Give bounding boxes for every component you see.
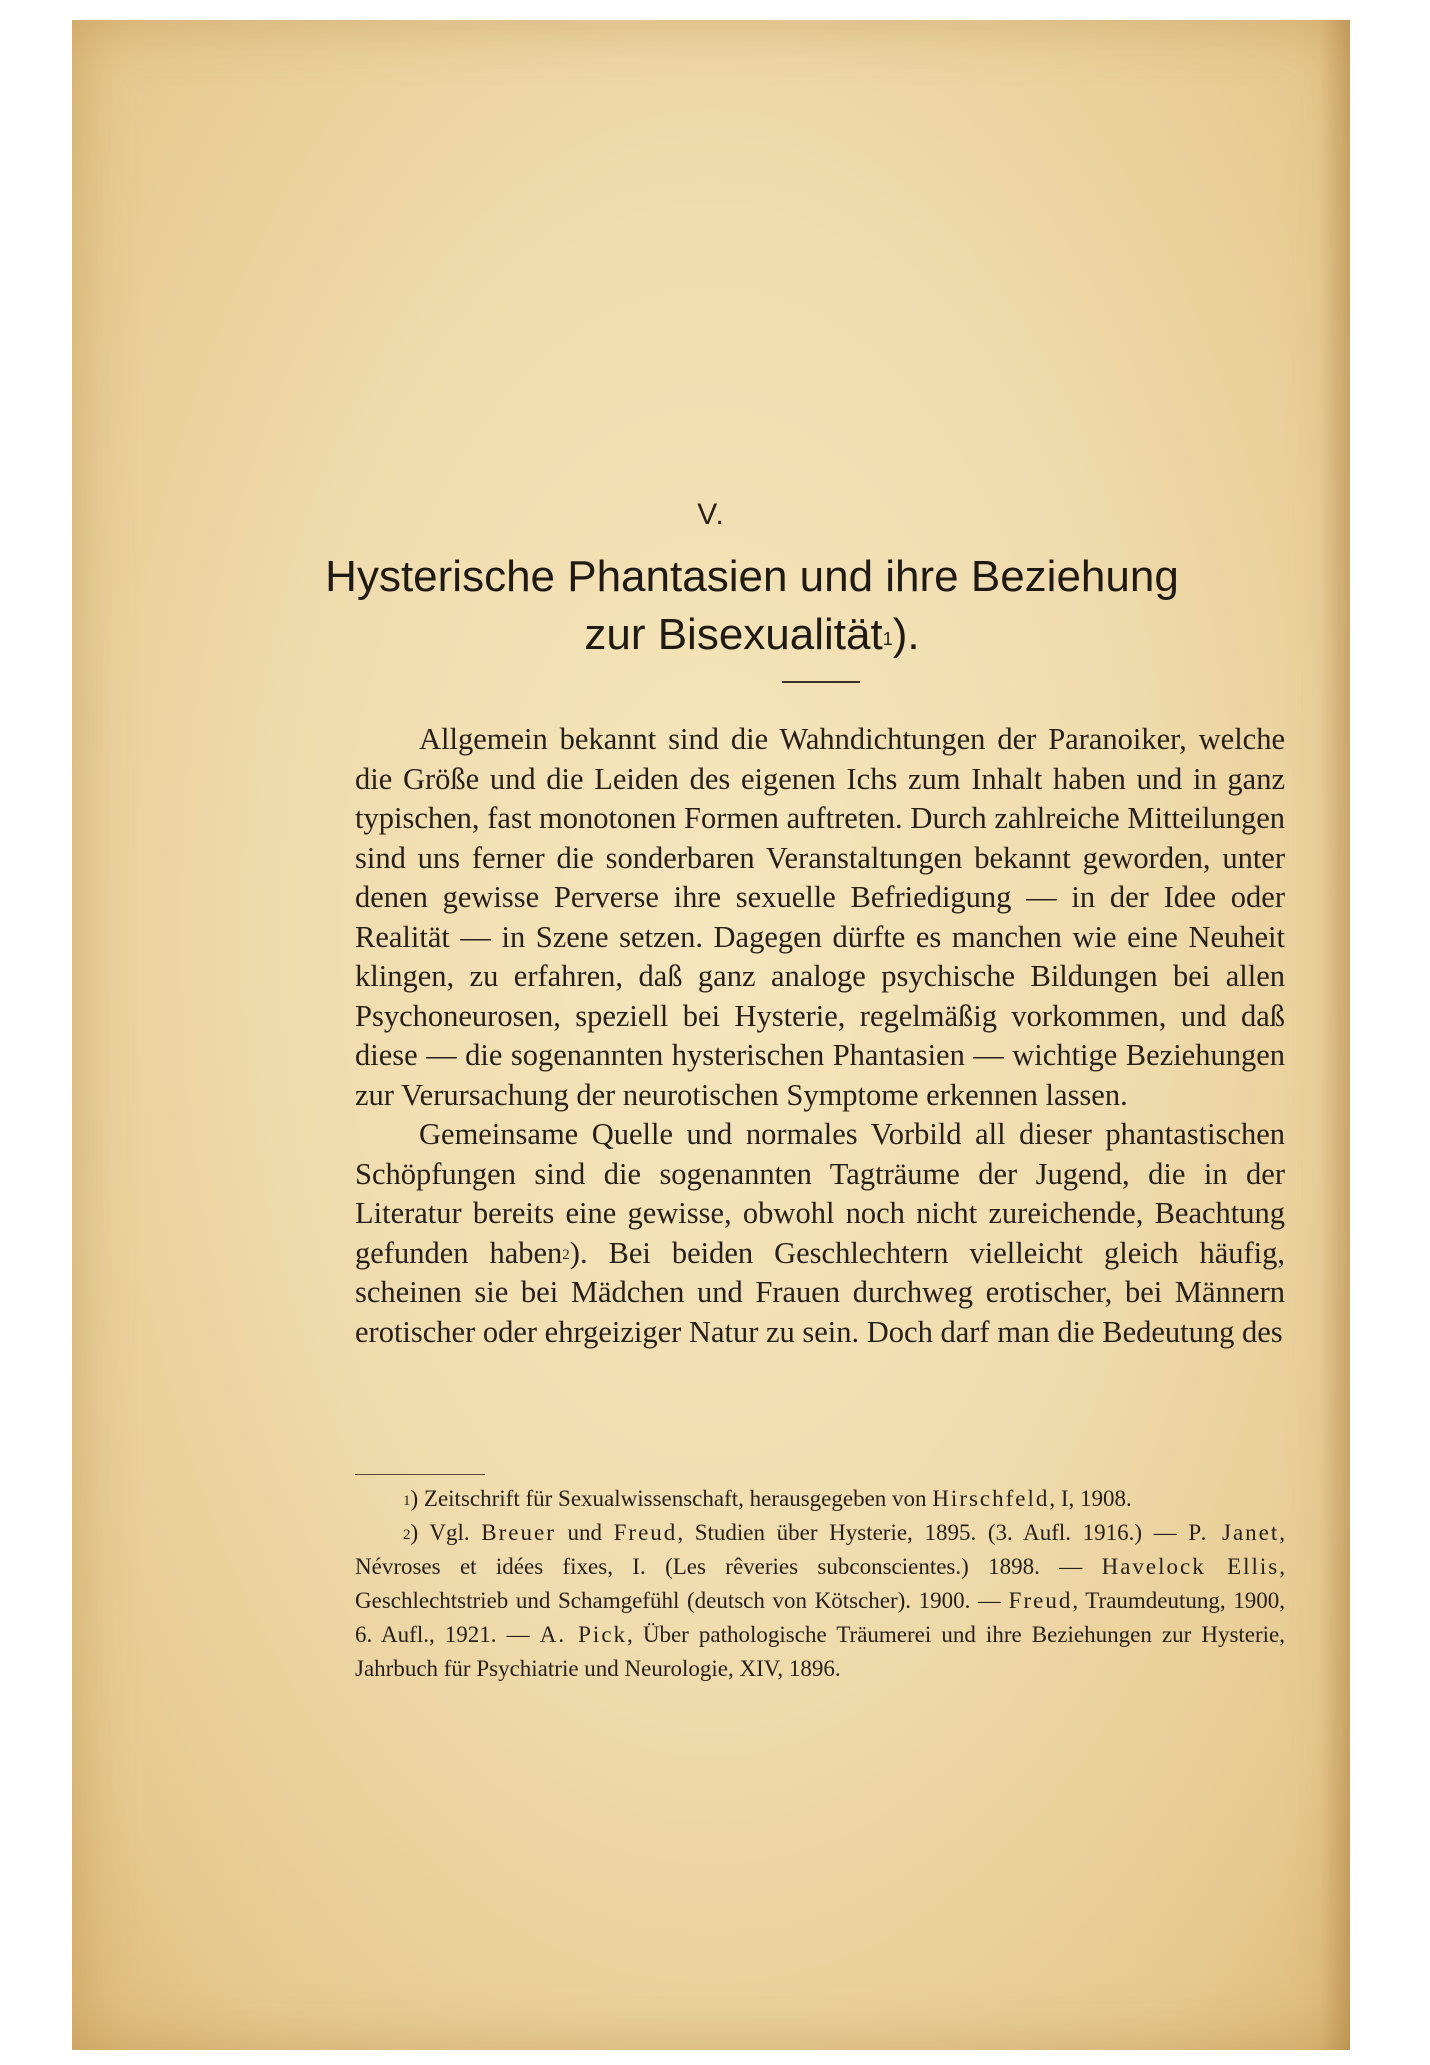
footnote-2-text-a: ) Vgl. <box>410 1520 482 1545</box>
footnote-divider <box>355 1474 485 1475</box>
footnote-2-author-janet: P. Janet <box>1188 1520 1280 1545</box>
footnote-2-text-d: , Geschlechtstrieb und Schamgefühl (deutsch von Kötscher). 1900. — <box>355 1554 1286 1613</box>
footnote-2-author-breuer: Breuer <box>481 1520 556 1545</box>
footnote-1-text-end: , I, 1908. <box>1049 1486 1132 1511</box>
paragraph-1: Allgemein bekannt sind die Wahndichtungen der Paranoiker, welche die Größe und die Leiden des eigenen Ichs zum Inhalt haben und in ganz typischen, fast monotonen Formen auftreten. Durch zahlreiche Mitteilungen sind uns ferner die sonderbaren Veranstaltungen bekannt geworden, unter denen gewisse Perverse ihre sexuelle Befriedigung — in der Idee oder Realität — in Szene setzen. Dagegen dürfte es manchen wie eine Neuheit klingen, zu erfahren, daß ganz analoge psychische Bildungen bei allen Psychoneurosen, speziell bei Hysterie, regelmäßig vorkommen, und daß diese — die sogenannten hysterischen Phantasien — wichtige Beziehungen zur Verursachung der neurotischen Symptome erkennen lassen. <box>355 722 1285 1112</box>
footnote-2 <box>355 1516 1285 1686</box>
title-line-2-suffix: ). <box>892 610 920 659</box>
title-divider <box>782 681 860 683</box>
footnote-1-mark: 1 <box>403 1493 411 1509</box>
footnote-2-text-f: , Über pathologische Träumerei und ihre Beziehungen zur Hysterie, Jahrbuch für Psychiatrie und Neurologie, XIV, 1896. <box>355 1622 1286 1681</box>
footnote-2-mark: 2 <box>403 1527 411 1543</box>
paragraph-2-footnote-mark: 2 <box>562 1246 570 1263</box>
footnotes <box>355 1482 1285 1686</box>
paragraph-2-start: Gemeinsame Quelle und normales Vorbild all dieser phantastischen Schöpfungen sind die sogenannten Tagträume der Jugend, die in der Literatur bereits eine gewisse, obwohl noch nicht zureichende, Beachtung gefunden haben <box>355 1117 1285 1270</box>
footnote-1 <box>355 1482 1285 1516</box>
footnote-1-text: ) Zeitschrift für Sexualwissenschaft, herausgegeben von <box>410 1486 933 1511</box>
footnote-2-text-c: , Névroses et idées fixes, I. (Les rêveries subconscientes.) 1898. — <box>355 1520 1285 1579</box>
footnote-2-author-pick: A. Pick <box>539 1622 628 1647</box>
footnote-2-text-b: , Studien über Hysterie, 1895. (3. Aufl. 1916.) — <box>677 1520 1189 1545</box>
title-footnote-mark: 1 <box>882 629 893 649</box>
paragraph-2 <box>355 1115 1285 1352</box>
footnote-2-text-e: , Traumdeutung, 1900, 6. Aufl., 1921. — <box>355 1588 1286 1647</box>
book-page <box>72 20 1350 2050</box>
footnote-1-author: Hirschfeld <box>932 1486 1050 1511</box>
footnote-2-author-ellis: Havelock Ellis <box>1101 1554 1280 1579</box>
footnote-2-und: und <box>555 1520 614 1545</box>
paragraph-2-end: ). Bei beiden Geschlechtern vielleicht gleich häufig, scheinen sie bei Mädchen und Frauen durchweg erotischer, bei Männern erotischer oder ehrgeiziger Natur zu sein. Doch darf man die Bedeutung des <box>355 1235 1285 1349</box>
footnote-2-author-freud-2: Freud <box>1008 1588 1073 1613</box>
body-text <box>355 720 1285 1352</box>
title-line-1: Hysterische Phantasien und ihre Beziehung <box>325 552 1179 601</box>
footnote-2-author-freud: Freud <box>613 1520 678 1545</box>
chapter-number: V. <box>697 498 725 531</box>
chapter-title <box>252 548 1252 664</box>
title-line-2: zur Bisexualität <box>584 610 883 659</box>
